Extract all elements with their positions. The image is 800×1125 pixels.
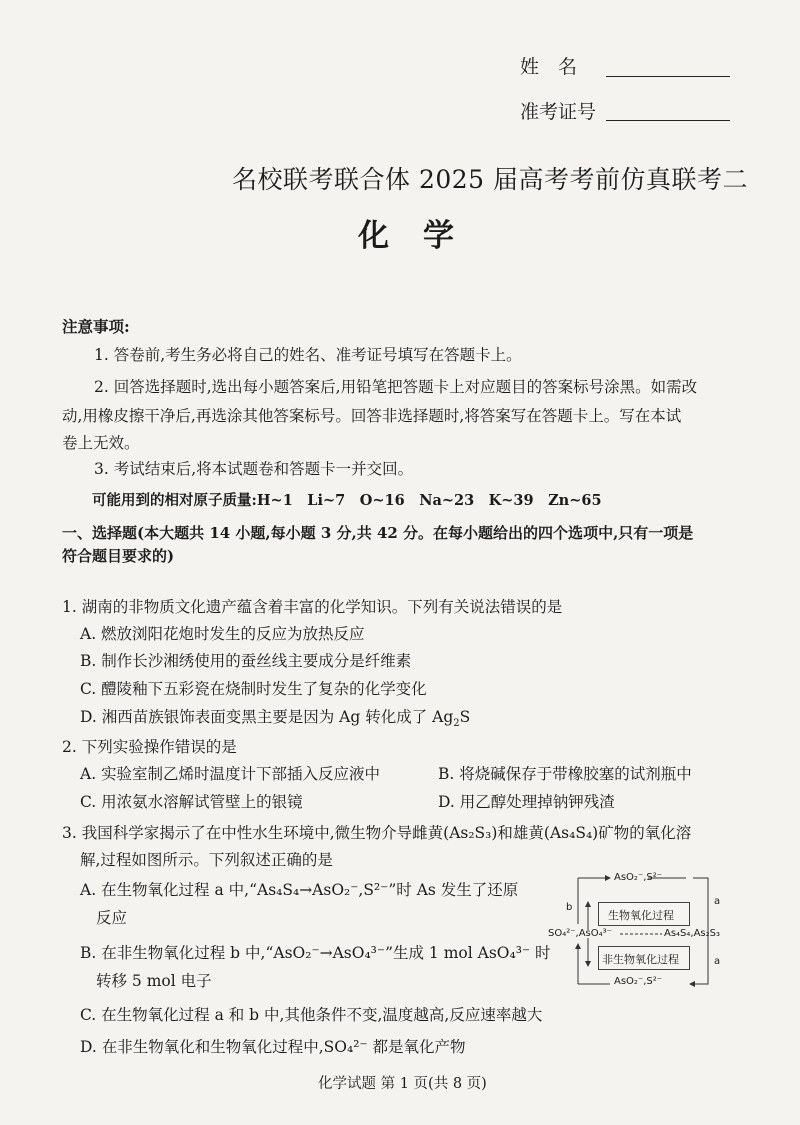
diagram-label-a-top: a <box>714 896 721 907</box>
note-item: 卷上无效。 <box>62 434 140 452</box>
q1-option-d <box>80 706 470 735</box>
q2-option-d: D. 用乙醇处理掉钠钾残渣 <box>438 793 615 811</box>
q1-stem: 1. 湖南的非物质文化遗产蕴含着丰富的化学知识。下列有关说法错误的是 <box>62 598 563 616</box>
q1-option-a: A. 燃放浏阳花炮时发生的反应为放热反应 <box>80 625 365 643</box>
diagram-bio-box: 生物氧化过程 <box>608 909 674 922</box>
name-label: 姓 名 <box>520 56 578 78</box>
q1-option-d-sub: 2 <box>453 718 460 730</box>
q3-option-a-cont: 反应 <box>96 909 128 927</box>
diagram-bottom-label: AsO₂⁻,S²⁻ <box>614 976 663 987</box>
diagram-label-b: b <box>566 902 573 913</box>
exam-id-label: 准考证号 <box>520 101 597 123</box>
q2-stem: 2. 下列实验操作错误的是 <box>62 738 237 756</box>
note-item: 动,用橡皮擦干净后,再选涂其他答案标号。回答非选择题时,将答案写在答题卡上。写在本试 <box>62 407 682 425</box>
q1-option-c: C. 醴陵釉下五彩瓷在烧制时发生了复杂的化学变化 <box>80 680 427 698</box>
section-heading-cont: 符合题目要求的) <box>62 547 175 565</box>
q3-stem: 3. 我国科学家揭示了在中性水生环境中,微生物介导雌黄(As₂S₃)和雄黄(As₄S₄)矿物的氧化溶 <box>62 824 692 842</box>
diagram-label-a-bottom: a <box>714 956 721 967</box>
diagram-right-upper <box>693 878 708 932</box>
q1-option-d-post: S <box>459 708 471 726</box>
diagram-right-lower <box>690 932 708 984</box>
q3-stem-cont: 解,过程如图所示。下列叙述正确的是 <box>80 851 333 869</box>
q3-option-b-cont: 转移 5 mol 电子 <box>96 972 212 990</box>
page-footer: 化学试题 第 1 页(共 8 页) <box>318 1076 487 1092</box>
q2-option-c: C. 用浓氨水溶解试管壁上的银镜 <box>80 793 303 811</box>
q3-option-c: C. 在生物氧化过程 a 和 b 中,其他条件不变,温度越高,反应速率越大 <box>80 1006 543 1024</box>
name-field[interactable] <box>606 76 730 77</box>
note-item: 3. 考试结束后,将本试题卷和答题卡一并交回。 <box>94 460 414 478</box>
q3-option-d: D. 在非生物氧化和生物氧化过程中,SO₄²⁻ 都是氧化产物 <box>80 1038 466 1056</box>
oxidation-diagram <box>548 872 728 992</box>
note-item: 2. 回答选择题时,选出每小题答案后,用铅笔把答题卡上对应题目的答案标号涂黑。如需改 <box>94 378 698 396</box>
q3-option-a: A. 在生物氧化过程 a 中,“As₄S₄→AsO₂⁻,S²⁻”时 As 发生了还原 <box>80 881 519 899</box>
section-heading: 一、选择题(本大题共 14 小题,每小题 3 分,共 42 分。在每小题给出的四个选项中,只有一项是 <box>62 524 694 542</box>
q2-option-a: A. 实验室制乙烯时温度计下部插入反应液中 <box>80 765 381 783</box>
exam-title: 名校联考联合体 2025 届高考考前仿真联考二 <box>232 165 749 194</box>
diagram-top-label: AsO₂⁻,S²⁻ <box>614 872 663 883</box>
note-item: 1. 答卷前,考生务必将自己的姓名、准考证号填写在答题卡上。 <box>94 346 522 364</box>
q1-option-b: B. 制作长沙湘绣使用的蚕丝线主要成分是纤维素 <box>80 652 412 670</box>
notes-heading: 注意事项: <box>62 317 130 336</box>
diagram-left-species: SO₄²⁻,AsO₄³⁻ <box>548 928 612 939</box>
diagram-right-species: As₄S₄,As₂S₃ <box>664 928 721 939</box>
q1-option-d-text: D. 湘西苗族银饰表面变黑主要是因为 Ag 转化成了 Ag <box>80 708 454 726</box>
atomic-masses: 可能用到的相对原子质量:H~1 Li~7 O~16 Na~23 K~39 Zn~65 <box>92 492 602 509</box>
exam-id-field[interactable] <box>606 120 730 121</box>
subject-title: 化学 <box>358 218 488 254</box>
q2-option-b: B. 将烧碱保存于带橡胶塞的试剂瓶中 <box>438 765 692 783</box>
diagram-nonbio-box: 非生物氧化过程 <box>602 953 679 966</box>
q3-option-b: B. 在非生物氧化过程 b 中,“AsO₂⁻→AsO₄³⁻”生成 1 mol AsO₄³⁻ 时 <box>80 944 551 962</box>
